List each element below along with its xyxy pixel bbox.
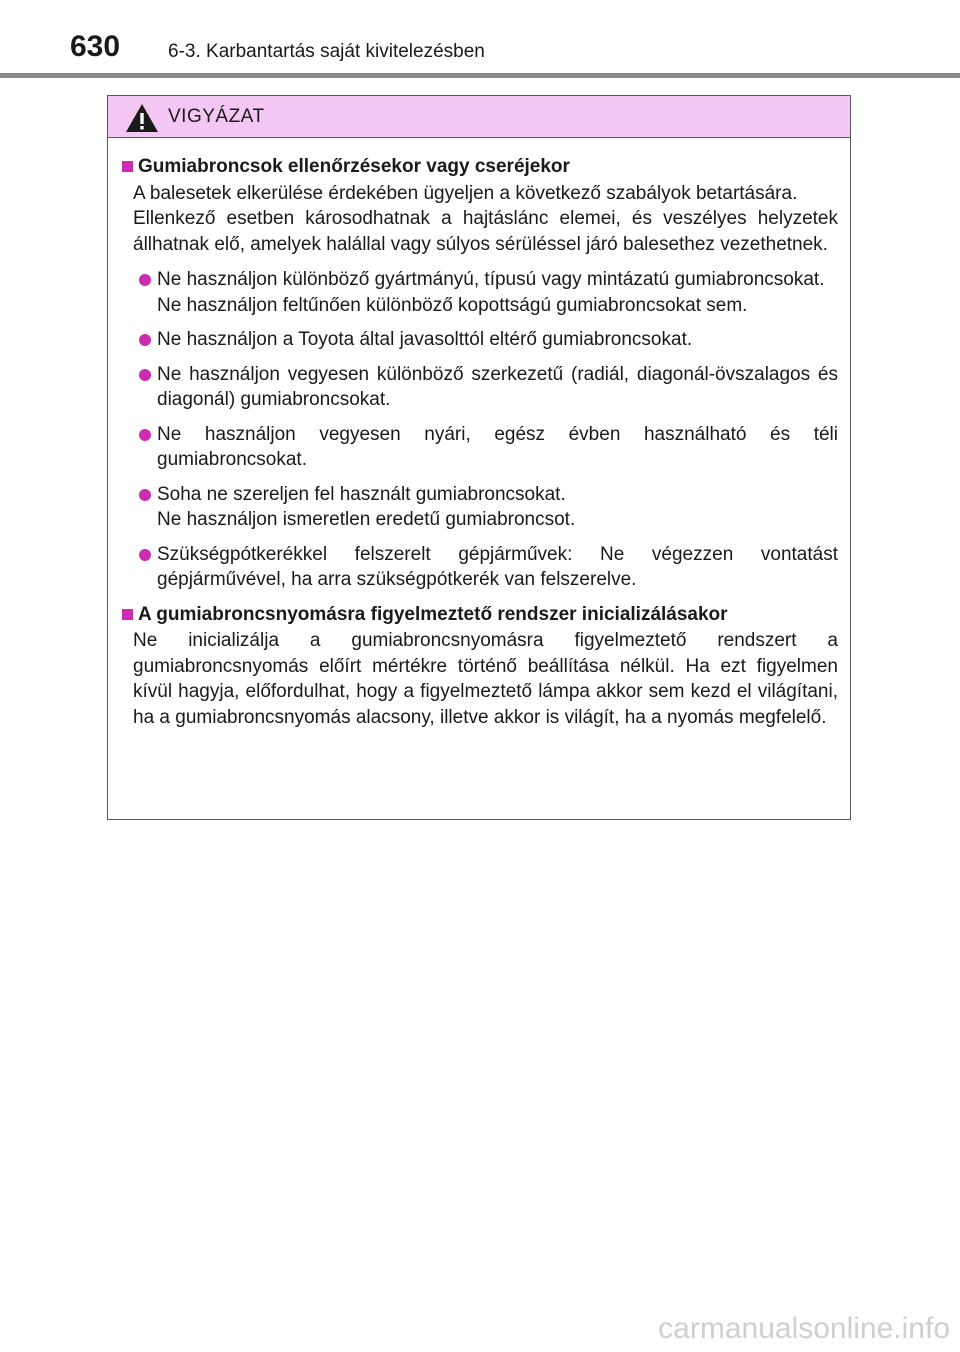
list-item-text: Ne használjon vegyesen különböző szerkezetű (radiál, diagonál-övszalagos és diagonál) gumiabroncsokat. — [157, 363, 838, 410]
list-item-text: Ne használjon ismeretlen eredetű gumiabroncsot. — [157, 509, 576, 530]
paragraph: A balesetek elkerülése érdekében ügyeljen a következő szabályok betartására. — [133, 182, 798, 204]
list-item-text: Ne használjon a Toyota által javasolttól eltérő gumiabroncsokat. — [157, 329, 693, 350]
warning-label: VIGYÁZAT — [168, 106, 265, 127]
list-item — [139, 542, 838, 593]
paragraph: Ellenkező esetben károsodhatnak a hajtáslánc elemei, és veszélyes helyzetek állhatnak elő, amelyek halállal vagy súlyos sérüléssel járó balesethez vezethetnek. — [133, 208, 838, 255]
section-heading — [122, 154, 838, 180]
warning-triangle-icon — [124, 102, 160, 134]
bullet-list — [122, 267, 838, 593]
page-header — [0, 0, 960, 80]
paragraph: Ne inicializálja a gumiabroncsnyomásra figyelmeztető rendszert a gumiabroncsnyomás előírt mértékre történő beállítása nélkül. Ha ezt figyelmen kívül hagyja, előfordulhat, hogy a figyelmeztető lámpa akkor sem kezd el világítani, ha a gumiabroncsnyomás alacsony, illetve akkor is világít, ha a nyomás megfelelő. — [133, 630, 838, 728]
round-bullet-icon — [139, 429, 151, 441]
header-rule — [0, 73, 960, 78]
list-item — [139, 327, 838, 353]
section-heading-text: Gumiabroncsok ellenőrzésekor vagy cseréjekor — [138, 156, 570, 177]
section-title: 6-3. Karbantartás saját kivitelezésben — [168, 41, 485, 62]
warning-body — [108, 138, 850, 730]
square-bullet-icon — [122, 161, 133, 172]
list-item — [139, 267, 838, 318]
page-number: 630 — [70, 30, 121, 63]
section-heading — [122, 602, 838, 628]
list-item-text: Szükségpótkerékkel felszerelt gépjárművek: Ne végezzen vontatást gépjárművével, ha arra szükségpótkerék van felszerelve. — [157, 543, 838, 590]
watermark: carmanualsonline.info — [658, 1312, 950, 1345]
list-item-text: Ne használjon különböző gyártmányú, típusú vagy mintázatú gumiabroncsokat. — [157, 269, 825, 290]
list-item — [139, 362, 838, 413]
round-bullet-icon — [139, 549, 151, 561]
list-item — [139, 482, 838, 533]
round-bullet-icon — [139, 334, 151, 346]
warning-header — [108, 96, 850, 138]
round-bullet-icon — [139, 274, 151, 286]
round-bullet-icon — [139, 369, 151, 381]
list-item — [139, 422, 838, 473]
list-item-text: Ne használjon feltűnően különböző kopottságú gumiabroncsokat sem. — [157, 294, 748, 316]
round-bullet-icon — [139, 489, 151, 501]
section-heading-text: A gumiabroncsnyomásra figyelmeztető rendszer inicializálásakor — [138, 603, 728, 625]
list-item-text: Ne használjon vegyesen nyári, egész évben használható és téli gumiabroncsokat. — [157, 423, 838, 470]
warning-box — [107, 95, 851, 820]
square-bullet-icon — [122, 609, 133, 620]
list-item-text: Soha ne szereljen fel használt gumiabroncsokat. — [157, 483, 566, 505]
